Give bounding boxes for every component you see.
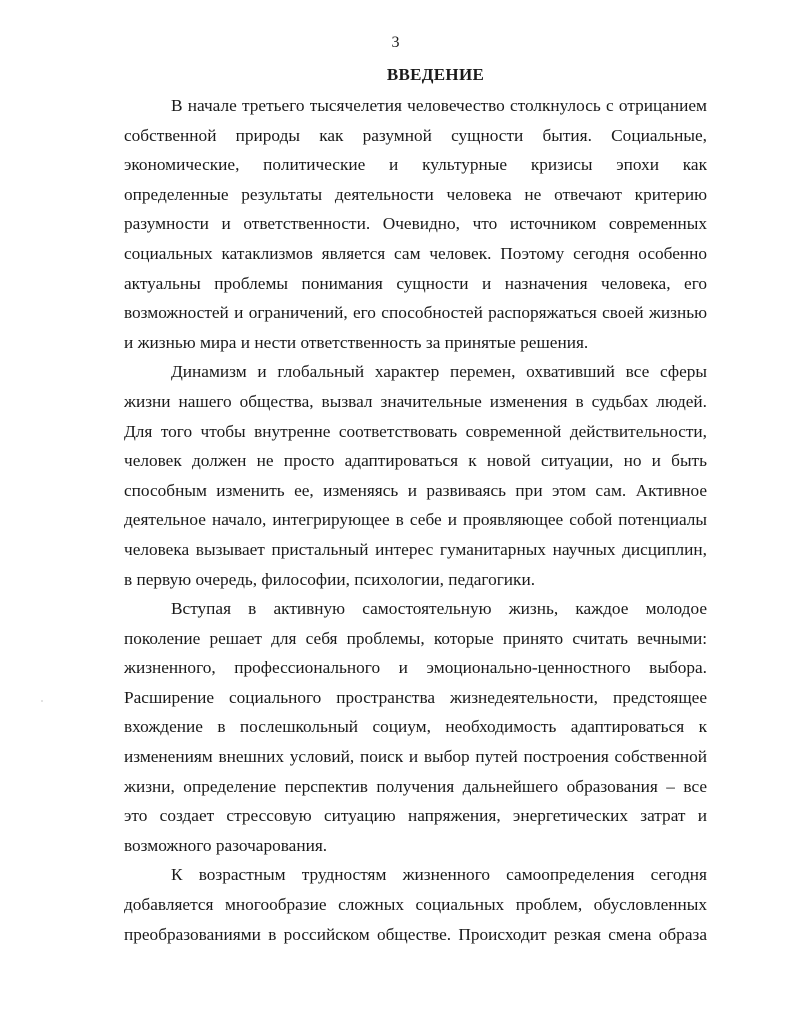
text-line: социальных катаклизмов является сам человек. Поэтому сегодня особенно (124, 243, 707, 263)
text-line: жизни нашего общества, вызвал значительные изменения в судьбах людей. (124, 391, 707, 411)
text-line: и жизнью мира и нести ответственность за принятые решения. (124, 332, 589, 352)
text-line: способным изменить ее, изменяясь и развиваясь при этом сам. Активное (124, 480, 707, 500)
text-line: преобразованиями в российском обществе. Происходит резкая смена образа (124, 924, 707, 944)
text-line: вхождение в послешкольный социум, необходимость адаптироваться к (124, 717, 707, 737)
paragraph-4 (124, 860, 707, 949)
text-line: актуальны проблемы понимания сущности и назначения человека, его (124, 273, 707, 293)
page-number: 3 (391, 34, 400, 51)
text-line: собственной природы как разумной сущности бытия. Социальные, (124, 125, 707, 145)
text-line: человек должен не просто адаптироваться к новой ситуации, но и быть (124, 451, 707, 471)
text-line: возможного разочарования. (124, 835, 328, 855)
text-line: изменениям внешних условий, поиск и выбор путей построения собственной (124, 747, 707, 767)
text-line: добавляется многообразие сложных социальных проблем, обусловленных (124, 895, 707, 915)
text-line: Вступая в активную самостоятельную жизнь, каждое молодое (171, 599, 707, 619)
text-line: Расширение социального пространства жизнедеятельности, предстоящее (124, 687, 707, 707)
text-line: в первую очередь, философии, психологии, педагогики. (124, 569, 536, 589)
text-line: деятельное начало, интегрирующее в себе и проявляющее собой потенциалы (124, 510, 707, 530)
section-heading: ВВЕДЕНИЕ (386, 65, 485, 84)
text-line: К возрастным трудностям жизненного самоопределения сегодня (171, 865, 707, 885)
text-line: жизни, определение перспектив получения дальнейшего образования – все (124, 776, 707, 796)
text-line: жизненного, профессионального и эмоционально-ценностного выбора. (124, 658, 707, 678)
text-line: это создает стрессовую ситуацию напряжения, энергетических затрат и (124, 806, 707, 826)
text-line: определенные результаты деятельности человека не отвечают критерию (124, 184, 707, 204)
text-line: Динамизм и глобальный характер перемен, охвативший все сферы (171, 362, 707, 382)
scan-speck (41, 700, 43, 702)
paragraph-3 (124, 594, 707, 860)
text-line: В начале третьего тысячелетия человечество столкнулось с отрицанием (171, 96, 707, 115)
text-line: разумности и ответственности. Очевидно, что источником современных (124, 214, 707, 234)
text-line: человека вызывает пристальный интерес гуманитарных научных дисциплин, (124, 539, 707, 559)
text-line: экономические, политические и культурные кризисы эпохи как (124, 155, 707, 175)
text-line: поколение решает для себя проблемы, которые принято считать вечными: (124, 628, 707, 648)
text-line: возможностей и ограничений, его способностей распоряжаться своей жизнью (124, 303, 707, 323)
paragraph-2 (124, 357, 707, 594)
text-line: Для того чтобы внутренне соответствовать современной действительности, (124, 421, 707, 441)
paragraph-1 (124, 91, 707, 357)
body-text (124, 91, 707, 949)
